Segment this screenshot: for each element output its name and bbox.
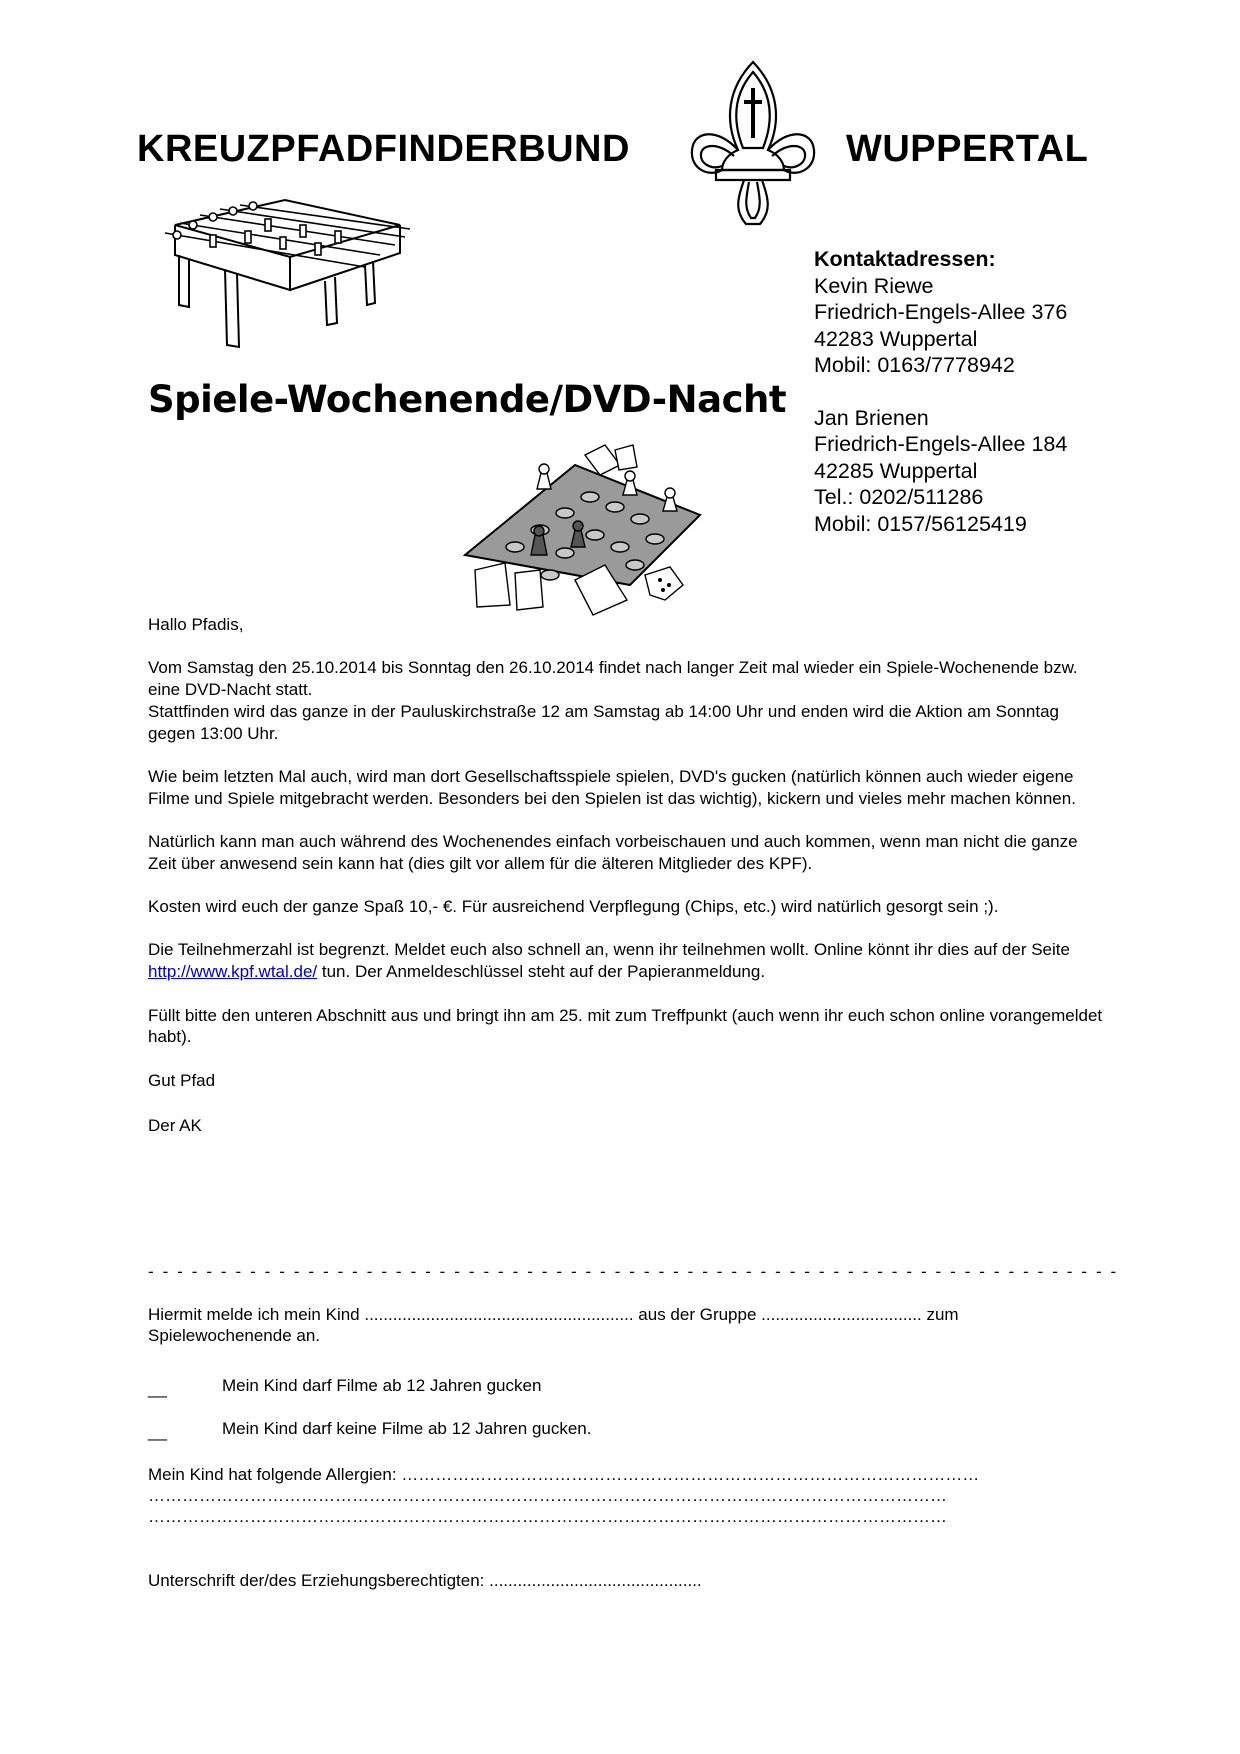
org-name-left: KREUZPFADFINDERBUND (137, 128, 630, 170)
greeting: Hallo Pfadis, (148, 615, 244, 634)
contact-line: Friedrich-Engels-Allee 184 (814, 432, 1068, 456)
contact-line: 42283 Wuppertal (814, 326, 978, 351)
contact-line: Jan Brienen (814, 405, 929, 430)
checkbox-blank[interactable]: __ (148, 1422, 167, 1441)
allergies-line-1[interactable]: Mein Kind hat folgende Allergien: ………………………………………………………………………………………… (148, 1465, 980, 1484)
paragraph-instructions: Füllt bitte den unteren Abschnitt aus und bringt ihn am 25. mit zum Treffpunkt (auch wenn ihr euch schon online vorangemeldet habt). (148, 1005, 1103, 1047)
register-line-1[interactable]: Hiermit melde ich mein Kind ......................................................... aus der Gruppe .................................. zum (148, 1305, 959, 1324)
registration-text-before: Die Teilnehmerzahl ist begrenzt. Meldet euch also schnell an, wenn ihr teilnehmen wollt. Online könnt ihr dies auf der Seite (148, 940, 1070, 960)
foosball-table-illustration (165, 185, 410, 380)
paragraph-location-text: Stattfinden wird das ganze in der Pauluskirchstraße 12 am Samstag ab 14:00 Uhr und enden wird die Aktion am Sonntag gegen 13:00 Uhr. (148, 701, 1059, 743)
paragraph-costs: Kosten wird euch der ganze Spaß 10,- €. Für ausreichend Verpflegung (Chips, etc.) wird natürlich gesorgt sein ;). (148, 897, 999, 917)
cut-line: - - - - - - - - - - - - - - - - - - - - - - - - - - - - - - - - - - - - - - - - - - - - - - - - - - - - - - - - - - - - - - - - - - - (148, 1262, 1119, 1281)
letter-body (148, 614, 1108, 1159)
fleur-de-lis-cross-logo (688, 58, 818, 228)
contact-line: Mobil: 0163/7778942 (814, 353, 1015, 377)
contact-line: Tel.: 0202/511286 (814, 485, 984, 509)
contact-line: Kevin Riewe (814, 273, 934, 298)
closing: Gut Pfad (148, 1070, 216, 1090)
register-line-2: Spielewochenende an. (148, 1326, 321, 1345)
paragraph-registration (148, 939, 1108, 982)
option-films-allowed-label: Mein Kind darf Filme ab 12 Jahren gucken (222, 1376, 542, 1395)
paragraph-dates (148, 657, 1108, 744)
contact-line: Friedrich-Engels-Allee 376 (814, 300, 1068, 324)
contact-person-2 (814, 405, 1224, 538)
paragraph-drop-in: Natürlich kann man auch während des Wochenendes einfach vorbeischauen und auch kommen, wenn man nicht die ganze Zeit über anwesend sein kann hat (dies gilt vor allem für die älteren Mitglieder des KPF). (148, 831, 1078, 873)
event-title: Spiele-Wochenende/DVD-Nacht (148, 378, 787, 421)
contact-line: Mobil: 0157/56125419 (814, 511, 1027, 536)
website-link[interactable]: http://www.kpf.wtal.de/ (148, 962, 318, 982)
registration-text-after: tun. Der Anmeldeschlüssel steht auf der Papieranmeldung. (317, 962, 766, 982)
signature: Der AK (148, 1116, 202, 1136)
board-game-illustration (455, 435, 720, 625)
contact-person-1 (814, 273, 1224, 379)
paragraph-activities: Wie beim letzten Mal auch, wird man dort Gesellschaftsspiele spielen, DVD's gucken (natürlich können auch wieder eigene Filme und Spiele mitgebracht werden. Besonders bei den Spielen ist das wichtig), kickern und vieles mehr machen können. (148, 766, 1076, 808)
org-name-right: WUPPERTAL (846, 128, 1089, 170)
guardian-signature-line[interactable]: Unterschrift der/des Erziehungsberechtigten: ............................................. (148, 1571, 702, 1590)
paragraph-dates-text: Vom Samstag den 25.10.2014 bis Sonntag den 26.10.2014 findet nach langer Zeit mal wieder ein Spiele-Wochenende bzw. eine DVD-Nacht statt. (148, 658, 1078, 700)
checkbox-blank[interactable]: __ (148, 1379, 167, 1398)
allergies-line-2[interactable]: …………………………………………………………………………………………………………………………… (148, 1486, 947, 1505)
contacts-heading: Kontaktadressen: (814, 247, 996, 271)
option-films-not-allowed-label: Mein Kind darf keine Filme ab 12 Jahren gucken. (222, 1419, 592, 1438)
contact-line: 42285 Wuppertal (814, 458, 978, 483)
contact-addresses (814, 246, 1224, 563)
allergies-line-3[interactable]: …………………………………………………………………………………………………………………………… (148, 1507, 947, 1526)
